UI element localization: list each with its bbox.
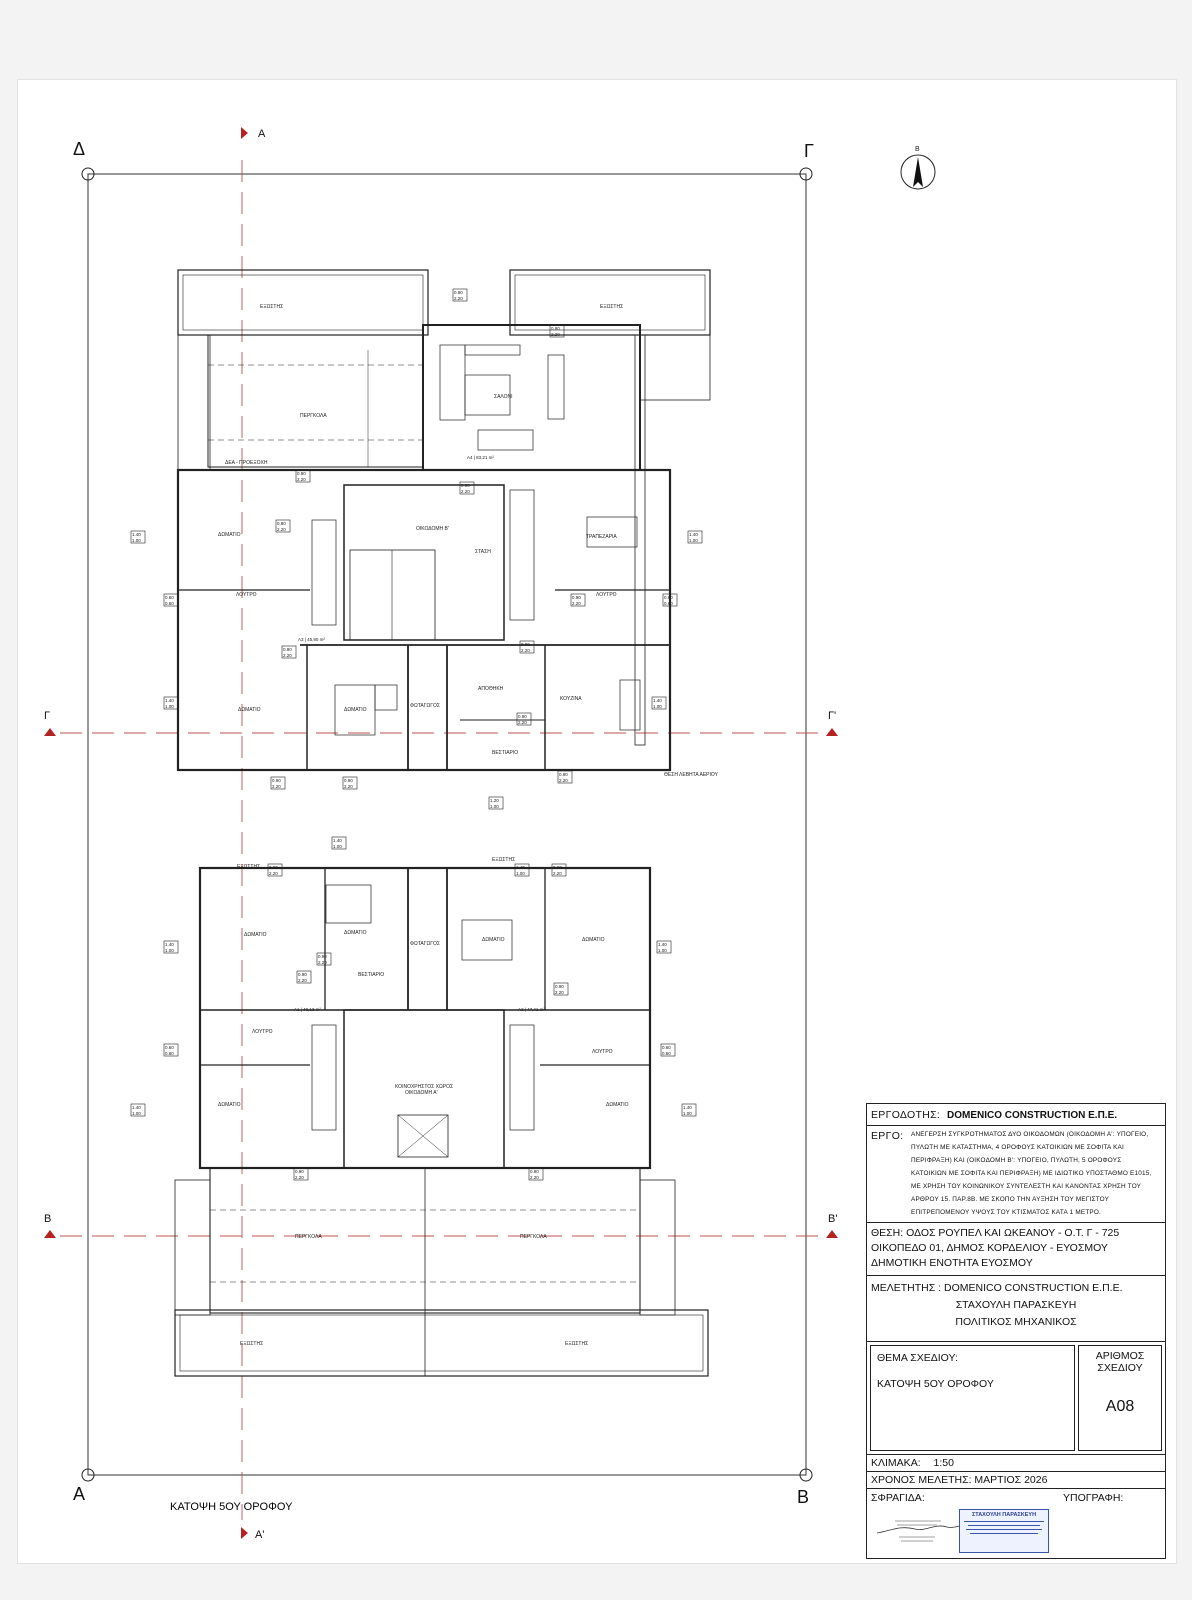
room-label: ΠΕΡΓΚΟΛΑ — [520, 1234, 547, 1240]
title-block — [866, 1103, 1166, 1559]
project-line: ΕΠΙΤΡΕΠΟΜΕΝΟΥ ΥΨΟΥΣ ΤΟΥ ΚΤΙΣΜΑΤΟΣ ΚΑΤΑ 1 ΜΕΤΡΟ. — [911, 1209, 1102, 1216]
opening-tag-width: 0.90 — [551, 326, 560, 331]
opening-tag-width: 0.90 — [272, 778, 281, 783]
opening-tag — [520, 641, 534, 653]
opening-tag — [164, 697, 178, 709]
opening-tag — [661, 1044, 675, 1056]
opening-tag-width: 1.40 — [683, 1105, 692, 1110]
opening-tag-width: 1.40 — [165, 698, 174, 703]
opening-tag — [558, 771, 572, 783]
room-label: ΕΞΩΣΤΗΣ — [240, 1341, 264, 1347]
opening-tag-width: 1.40 — [658, 942, 667, 947]
plot-boundary — [88, 174, 806, 1475]
opening-tag-width: 1.40 — [132, 1105, 141, 1110]
opening-tag-height: 1.00 — [132, 538, 141, 543]
opening-tag-width: 1.40 — [516, 865, 525, 870]
unit-area-label: Α2 | 47,41 m² — [518, 1007, 545, 1012]
engineer-name: ΣΤΑΧΟΥΛΗ ΠΑΡΑΣΚΕΥΗ — [955, 1299, 1077, 1311]
room-label: ΕΞΩΣΤΗΣ — [237, 864, 261, 870]
opening-tag-height: 1.00 — [490, 804, 499, 809]
opening-tag — [682, 1104, 696, 1116]
opening-tag — [296, 470, 310, 482]
opening-tag — [489, 797, 503, 809]
project-line: ΠΥΛΩΤΗ ΜΕ ΚΑΤΑΣΤΗΜΑ, 4 ΟΡΟΦΟΥΣ ΚΑΤΟΙΚΙΩΝ ΜΕ ΣΟΦΙΤΑ ΚΑΙ — [911, 1144, 1124, 1151]
opening-tag-width: 0.90 — [518, 714, 527, 719]
opening-tag-width: 0.60 — [662, 1045, 671, 1050]
opening-tag — [343, 777, 357, 789]
signature-scribble-icon — [875, 1511, 965, 1545]
room-label: ΚΟΙΝΟΧΡΗΣΤΟΣ ΧΩΡΟΣ — [395, 1084, 454, 1090]
project-line: ΑΡΘΡΟΥ 15. ΠΑΡ.8Β. ΜΕ ΣΚΟΠΟ ΤΗΝ ΑΥΞΗΣΗ ΤΟΥ ΜΕΓΙΣΤΟΥ — [911, 1196, 1110, 1203]
opening-tag-width: 1.20 — [490, 798, 499, 803]
north-arrow-icon — [901, 146, 935, 189]
opening-tag-width: 0.90 — [295, 1169, 304, 1174]
location-line: ΘΕΣΗ: ΟΔΟΣ ΡΟΥΠΕΛ ΚΑΙ ΩΚΕΑΝΟΥ - Ο.Τ. Γ - 725 — [871, 1227, 1120, 1239]
unit-area-label: Α4 | 83,21 m² — [467, 455, 494, 460]
axis-label-a: Α — [73, 1484, 86, 1504]
opening-tag-height: 2.20 — [454, 296, 463, 301]
subject-text: ΚΑΤΟΨΗ 5ΟΥ ΟΡΟΦΟΥ — [877, 1378, 994, 1390]
section-label-a-top: Α — [258, 128, 266, 140]
opening-tag-width: 0.60 — [165, 595, 174, 600]
opening-tag — [460, 482, 474, 494]
opening-tag-width: 0.90 — [555, 984, 564, 989]
axis-label-delta: Δ — [73, 139, 86, 159]
room-label: ΕΞΩΣΤΗΣ — [565, 1341, 589, 1347]
client-row — [867, 1104, 1165, 1126]
opening-tag-height: 1.00 — [165, 948, 174, 953]
opening-tag — [529, 1168, 543, 1180]
room-label: ΣΑΛΟΝΙ — [494, 394, 513, 400]
project-label: ΕΡΓΟ: — [871, 1130, 904, 1142]
grid-label-b-right: Β' — [828, 1213, 838, 1225]
plan-caption: ΚΑΤΟΨΗ 5ΟΥ ΟΡΟΦΟΥ — [170, 1501, 293, 1513]
opening-tag-height: 2.20 — [269, 871, 278, 876]
opening-tag — [164, 941, 178, 953]
room-label: ΕΞΩΣΤΗΣ — [492, 857, 516, 863]
opening-tag-height: 0.60 — [664, 601, 673, 606]
opening-tag-width: 0.60 — [165, 1045, 174, 1050]
project-line: ΚΑΤΟΙΚΙΩΝ ΜΕ ΣΟΦΙΤΑ ΚΑΙ ΠΕΡΙΦΡΑΞΗ) ΜΕ ΙΔΙΩΤΙΚΟ ΥΠΟΣΤΑΘΜΟ Ε1015, — [911, 1170, 1152, 1177]
room-label: ΔΩΜΑΤΙΟ — [606, 1102, 629, 1108]
room-label: ΟΙΚΟΔΟΜΗ Β' — [416, 526, 449, 532]
opening-tag-height: 1.00 — [658, 948, 667, 953]
opening-tag — [332, 837, 346, 849]
opening-tag — [131, 1104, 145, 1116]
opening-tag-height: 1.00 — [333, 844, 342, 849]
room-label: ΔΩΜΑΤΙΟ — [582, 937, 605, 943]
opening-tag-width: 0.90 — [318, 954, 327, 959]
project-line: ΠΕΡΙΦΡΑΞΗ) ΚΑΙ (ΟΙΚΟΔΟΜΗ Β': ΥΠΟΓΕΙΟ, ΠΥΛΩΤΗ, 5 ΟΡΟΦΟΥΣ — [911, 1157, 1122, 1164]
grid-arrow-gamma-right — [826, 728, 838, 736]
room-label: ΔΩΜΑΤΙΟ — [244, 932, 267, 938]
room-label: ΦΩΤΑΓΩΓΟΣ — [410, 941, 440, 947]
room-label: ΠΕΡΓΚΟΛΑ — [300, 413, 327, 419]
opening-tag-height: 2.20 — [518, 720, 527, 725]
opening-tag-height: 2.20 — [530, 1175, 539, 1180]
opening-tag-width: 0.90 — [277, 521, 286, 526]
grid-label-b-left: Β — [44, 1213, 52, 1225]
opening-tag-height: 2.20 — [297, 477, 306, 482]
engineer-title: ΠΟΛΙΤΙΚΟΣ ΜΗΧΑΝΙΚΟΣ — [955, 1316, 1077, 1328]
room-label: ΔΩΜΑΤΙΟ — [482, 937, 505, 943]
opening-tag-height: 0.60 — [165, 601, 174, 606]
opening-tag — [515, 864, 529, 876]
designer-row — [867, 1276, 1165, 1342]
unit-area-label: Α1 | 49,13 m² — [294, 1007, 321, 1012]
room-label: ΕΞΩΣΤΗΣ — [260, 304, 284, 310]
room-label: ΛΟΥΤΡΟ — [252, 1029, 273, 1035]
opening-tag — [164, 1044, 178, 1056]
opening-tag-height: 0.60 — [165, 1051, 174, 1056]
scale-value: 1:50 — [933, 1457, 954, 1469]
opening-tag — [294, 1168, 308, 1180]
room-label: ΦΩΤΑΓΩΓΟΣ — [410, 703, 440, 709]
opening-tag-width: 0.90 — [283, 647, 292, 652]
opening-tag-width: 0.60 — [664, 595, 673, 600]
room-labels — [218, 304, 719, 1347]
grid-arrow-b-left — [44, 1230, 56, 1238]
room-label: ΟΙΚΟΔΟΜΗ Α' — [405, 1090, 438, 1096]
opening-tag-width: 0.90 — [530, 1169, 539, 1174]
grid-arrow-b-right — [826, 1230, 838, 1238]
opening-tag — [317, 953, 331, 965]
opening-tag — [554, 983, 568, 995]
opening-tag — [268, 864, 282, 876]
subject-label: ΘΕΜΑ ΣΧΕΔΙΟΥ: — [877, 1352, 958, 1364]
opening-tag — [271, 777, 285, 789]
room-label: ΔΩΜΑΤΙΟ — [344, 930, 367, 936]
opening-tag-width: 0.90 — [454, 290, 463, 295]
opening-tag-width: 0.90 — [553, 865, 562, 870]
opening-tag — [657, 941, 671, 953]
opening-tag-width: 1.40 — [333, 838, 342, 843]
opening-tag-height: 1.00 — [683, 1111, 692, 1116]
opening-tag-height: 2.20 — [559, 778, 568, 783]
location-row — [867, 1223, 1165, 1276]
opening-tag — [552, 864, 566, 876]
opening-tag-width: 1.40 — [132, 532, 141, 537]
stamp-signature-row — [867, 1489, 1165, 1562]
location-line: ΔΗΜΟΤΙΚΗ ΕΝΟΤΗΤΑ ΕΥΟΣΜΟΥ — [871, 1257, 1033, 1269]
project-row — [867, 1126, 1165, 1223]
axis-label-b: Β — [797, 1487, 810, 1507]
client-name: DOMENICO CONSTRUCTION Ε.Π.Ε. — [947, 1110, 1118, 1121]
opening-tag-height: 2.20 — [318, 960, 327, 965]
opening-tag-height: 2.20 — [551, 332, 560, 337]
designer-label: ΜΕΛΕΤΗΤΗΣ : — [871, 1282, 942, 1294]
signature-label: ΥΠΟΓΡΑΦΗ: — [1063, 1492, 1124, 1504]
room-label: ΛΟΥΤΡΟ — [236, 592, 257, 598]
opening-tag-width: 0.90 — [559, 772, 568, 777]
client-label: ΕΡΓΟΔΟΤΗΣ: — [871, 1109, 941, 1121]
room-label: ΑΠΟΘΗΚΗ — [478, 686, 504, 692]
opening-tag — [517, 713, 531, 725]
opening-tag-width: 0.90 — [461, 483, 470, 488]
opening-tag — [282, 646, 296, 658]
room-label: ΤΡΑΠΕΖΑΡΙΑ — [586, 534, 617, 540]
axis-label-gamma: Γ — [804, 141, 814, 161]
opening-tag — [164, 594, 178, 606]
grid-arrow-gamma-left — [44, 728, 56, 736]
opening-tag-height: 2.20 — [461, 489, 470, 494]
stamp-label: ΣΦΡΑΓΙΔΑ: — [871, 1492, 925, 1504]
opening-tag-height: 2.20 — [555, 990, 564, 995]
section-label-a-bottom: Α' — [255, 1529, 265, 1541]
room-label: ΔΩΜΑΤΙΟ — [238, 707, 261, 713]
opening-tag-height: 1.00 — [132, 1111, 141, 1116]
project-line: ΑΝΕΓΕΡΣΗ ΣΥΓΚΡΟΤΗΜΑΤΟΣ ΔΥΟ ΟΙΚΟΔΟΜΩΝ (ΟΙΚΟΔΟΜΗ Α': ΥΠΟΓΕΙΟ, — [911, 1131, 1149, 1138]
drawing-number: Α08 — [1105, 1398, 1135, 1415]
project-line: ΜΕ ΧΡΗΣΗ ΤΟΥ ΚΟΙΝΩΝΙΚΟΥ ΣΥΝΤΕΛΕΣΤΗ ΚΑΙ ΚΑΝΟΝΤΑΣ ΧΡΗΣΗ ΤΟΥ — [911, 1183, 1142, 1190]
room-label: ΔΕΑ - ΠΡΟΕΞΟΧΗ — [225, 460, 268, 466]
opening-tag-width: 1.40 — [165, 942, 174, 947]
room-label: ΛΟΥΤΡΟ — [592, 1049, 613, 1055]
opening-tag-height: 2.20 — [298, 978, 307, 983]
opening-tag-height: 1.00 — [653, 704, 662, 709]
section-arrow-a-bottom — [241, 1527, 248, 1539]
room-label: ΔΩΜΑΤΙΟ — [344, 707, 367, 713]
unit-area-label: Α3 | 45,90 m² — [298, 637, 325, 642]
opening-tag — [297, 971, 311, 983]
scale-label: ΚΛΙΜΑΚΑ: — [871, 1457, 921, 1469]
grid-label-gamma-left: Γ — [44, 710, 51, 722]
opening-tag-width: 1.40 — [653, 698, 662, 703]
opening-tag-height: 2.20 — [344, 784, 353, 789]
opening-tag-height: 2.20 — [572, 601, 581, 606]
opening-tag — [131, 531, 145, 543]
engineer-stamp — [959, 1509, 1049, 1553]
opening-tag-height: 2.20 — [272, 784, 281, 789]
room-label: ΔΩΜΑΤΙΟ — [218, 1102, 241, 1108]
project-description — [911, 1128, 1161, 1220]
stamp-name: ΣΤΑΧΟΥΛΗ ΠΑΡΑΣΚΕΥΗ — [971, 1512, 1037, 1518]
opening-tag — [276, 520, 290, 532]
opening-tags — [131, 289, 702, 1180]
opening-tag-height: 1.00 — [689, 538, 698, 543]
opening-tag-width: 0.90 — [572, 595, 581, 600]
upper-building — [178, 270, 710, 770]
room-label: ΕΞΩΣΤΗΣ — [600, 304, 624, 310]
opening-tag-height: 1.00 — [165, 704, 174, 709]
opening-tag-height: 2.20 — [295, 1175, 304, 1180]
scale-row — [867, 1455, 1165, 1472]
opening-tag-height: 2.20 — [553, 871, 562, 876]
opening-tag-height: 0.60 — [662, 1051, 671, 1056]
designer-name: DOMENICO CONSTRUCTION Ε.Π.Ε. — [944, 1282, 1123, 1294]
drawing-number-label: ΑΡΙΘΜΟΣ — [1095, 1350, 1145, 1362]
opening-tag-width: 0.90 — [344, 778, 353, 783]
opening-tag-width: 0.90 — [297, 471, 306, 476]
lower-building — [175, 868, 708, 1376]
opening-tag-height: 2.20 — [277, 527, 286, 532]
room-label: ΣΤΑΣΗ — [475, 549, 491, 555]
grid-label-gamma-right: Γ' — [828, 710, 837, 722]
room-label: ΘΕΣΗ ΛΕΒΗΤΑ ΑΕΡΙΟΥ — [664, 772, 718, 778]
opening-tag-height: 1.00 — [516, 871, 525, 876]
opening-tag-width: 0.90 — [269, 865, 278, 870]
opening-tag-height: 2.20 — [283, 653, 292, 658]
room-label: ΔΩΜΑΤΙΟ — [218, 532, 241, 538]
north-label: Β — [915, 146, 920, 153]
room-label: ΒΕΣΤΙΑΡΙΟ — [492, 750, 519, 756]
opening-tag — [453, 289, 467, 301]
opening-tag — [652, 697, 666, 709]
subject-row — [867, 1342, 1165, 1455]
opening-tag-width: 1.40 — [689, 532, 698, 537]
room-label: ΠΕΡΓΚΟΛΑ — [295, 1234, 322, 1240]
study-date: ΧΡΟΝΟΣ ΜΕΛΕΤΗΣ: ΜΑΡΤΙΟΣ 2026 — [871, 1474, 1048, 1486]
room-label: ΒΕΣΤΙΑΡΙΟ — [358, 972, 385, 978]
drawing-number-box — [1078, 1345, 1162, 1451]
opening-tag — [688, 531, 702, 543]
room-label: ΚΟΥΖΙΝΑ — [560, 696, 582, 702]
drawing-number-label: ΣΧΕΔΙΟΥ — [1097, 1362, 1143, 1374]
date-row — [867, 1472, 1165, 1489]
opening-tag — [571, 594, 585, 606]
section-arrow-a-top — [241, 127, 248, 139]
opening-tag-height: 2.20 — [521, 648, 530, 653]
subject-box — [870, 1345, 1075, 1451]
opening-tag-width: 0.90 — [521, 642, 530, 647]
location-line: ΟΙΚΟΠΕΔΟ 01, ΔΗΜΟΣ ΚΟΡΔΕΛΙΟΥ - ΕΥΟΣΜΟΥ — [871, 1242, 1108, 1254]
opening-tag-width: 0.90 — [298, 972, 307, 977]
room-label: ΛΟΥΤΡΟ — [596, 592, 617, 598]
